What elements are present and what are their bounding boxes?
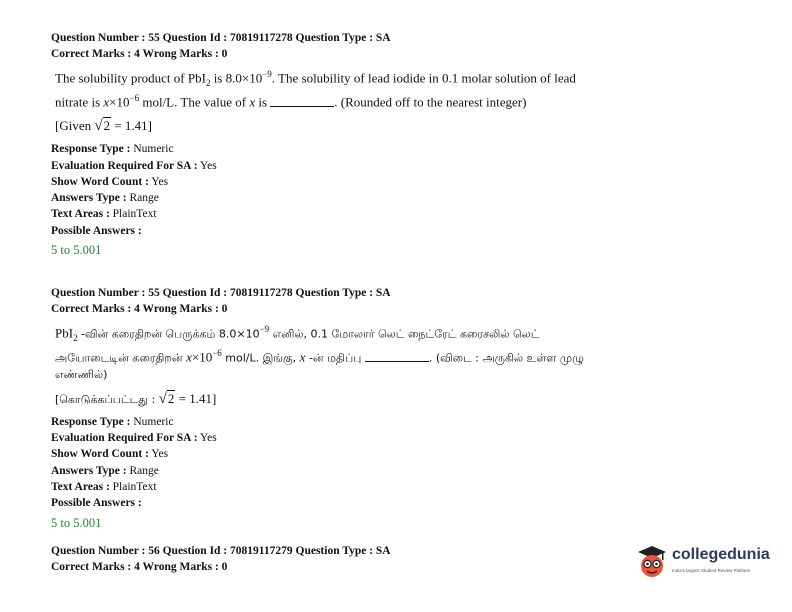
marks-line: Correct Marks : 4 Wrong Marks : 0 — [51, 303, 228, 315]
possible-answers-label: Possible Answers : — [51, 224, 142, 237]
text-areas: Text Areas : PlainText — [51, 208, 157, 221]
question-header: Question Number : 55 Question Id : 70819117278 Question Type : SA — [51, 32, 391, 44]
question-block-1 — [51, 30, 611, 258]
marks-line: Correct Marks : 4 Wrong Marks : 0 — [51, 561, 228, 573]
answers-type: Answers Type : Range — [51, 464, 159, 477]
sqrt-icon: √2 — [94, 118, 111, 135]
show-word-count: Show Word Count : Yes — [51, 175, 169, 188]
response-type: Response Type : Numeric — [51, 143, 174, 156]
graduate-mascot-icon — [634, 542, 670, 582]
collegedunia-logo — [632, 540, 774, 586]
possible-answers-value: 5 to 5.001 — [51, 243, 102, 258]
question-text: The solubility product of PbI$_2$ is $8.0\times 10^{-9}$. The solubility of lead iodide in 0.1 molar solution of lead nitrate is $x\times 10^{-6}$ mol/L. The value of x is . (Rounded off to the nearest integer) — [55, 69, 576, 110]
answers-type: Answers Type : Range — [51, 192, 159, 205]
evaluation-required: Evaluation Required For SA : Yes — [51, 159, 217, 172]
given-note: [Given √2 = 1.41] — [55, 118, 153, 135]
question-header: Question Number : 56 Question Id : 70819117279 Question Type : SA — [51, 545, 391, 557]
given-note: [கொடுக்கப்பட்டது : √2 = 1.41] — [55, 390, 217, 407]
question-header: Question Number : 55 Question Id : 70819117278 Question Type : SA — [51, 287, 391, 299]
possible-answers-value: 5 to 5.001 — [51, 515, 102, 530]
question-block-2 — [51, 285, 611, 531]
answer-blank — [270, 96, 334, 107]
show-word-count: Show Word Count : Yes — [51, 448, 169, 461]
question-text: PbI$_2$ -வின் கரைதிறன் பெருக்கம் $8.0\times 10^{-9}$ எனில், 0.1 மோலார் லெட் நைட்ரேட் கரைசலில் லெட் அயோடைடின் கரைதிறன் $x\times 10^{-6}$ mol/L. இங்கு, x -ன் மதிப்பு . (விடை : அருகில் உள்ள முழு எண்ணில்) — [55, 324, 584, 382]
marks-line: Correct Marks : 4 Wrong Marks : 0 — [51, 48, 228, 60]
sqrt-icon: √2 — [158, 390, 175, 407]
logo-name: collegedunia — [672, 546, 770, 563]
question-block-3 — [51, 543, 611, 575]
evaluation-required: Evaluation Required For SA : Yes — [51, 432, 217, 445]
text-areas: Text Areas : PlainText — [51, 480, 157, 493]
possible-answers-label: Possible Answers : — [51, 497, 142, 510]
response-type: Response Type : Numeric — [51, 415, 174, 428]
logo-tagline: India's largest Student Review Platform — [672, 568, 751, 573]
answer-blank — [365, 351, 429, 362]
